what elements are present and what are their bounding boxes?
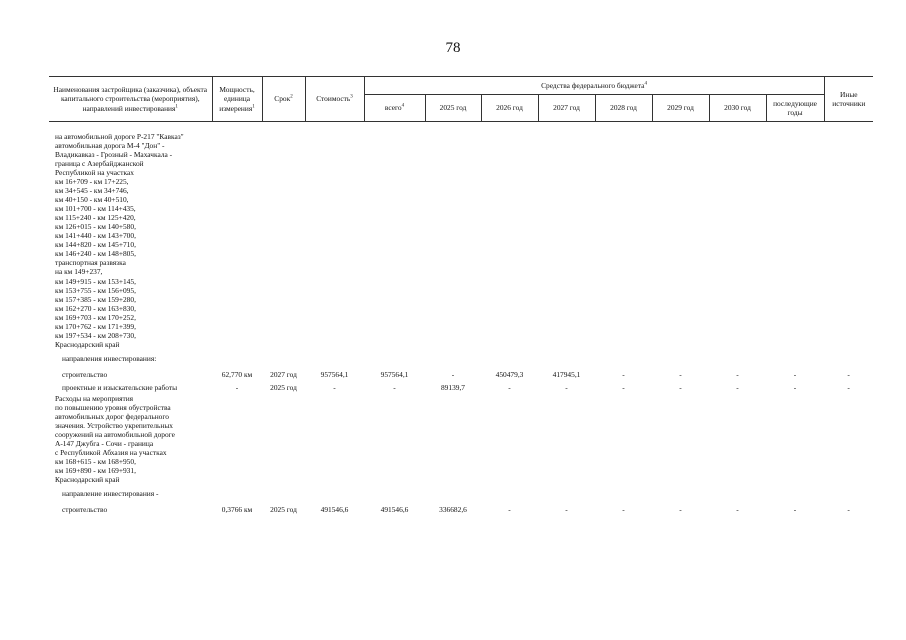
description-line: км 197+534 - км 208+730, — [55, 330, 136, 340]
row-2028: - — [622, 505, 625, 515]
section-row-2 — [49, 489, 873, 498]
row-2028: - — [622, 382, 625, 392]
row-capacity: - — [235, 382, 239, 392]
description-line: км 149+915 - км 153+145, — [55, 276, 136, 286]
header-2029: 2029 год — [652, 95, 709, 122]
description-line: на км 149+237, — [55, 267, 103, 277]
header-total-cell — [364, 95, 425, 122]
table-row — [49, 381, 873, 394]
description-line: км 169+890 - км 169+931, — [55, 466, 136, 476]
page-number: 78 — [445, 40, 461, 56]
budget-table — [49, 76, 873, 516]
description-line: км 40+150 - км 40+510, — [55, 195, 129, 205]
header-name-footnote: 1 — [175, 104, 178, 110]
row-2026: - — [508, 505, 511, 515]
section-1-label: направления инвестирования: — [62, 353, 157, 363]
row-2026: 450479,3 — [495, 369, 524, 379]
header-total: всего — [384, 103, 402, 113]
header-total-footnote: 4 — [401, 104, 405, 110]
row-total: - — [393, 382, 396, 392]
row-term: 2025 год — [270, 505, 297, 515]
header-2028: 2028 год — [595, 95, 652, 122]
object-row-1 — [49, 132, 873, 349]
row-2027: - — [565, 382, 568, 392]
description-line: Краснодарский край — [55, 475, 120, 485]
description-line: с Республикой Абхазия на участках — [55, 448, 167, 458]
description-line: км 141+440 - км 143+700, — [55, 231, 136, 241]
row-2026: - — [508, 382, 511, 392]
row-term: 2025 год — [270, 382, 297, 392]
row-cost: - — [333, 382, 336, 392]
description-line: км 34+545 - км 34+746, — [55, 186, 129, 196]
row-name: строительство — [62, 505, 108, 515]
header-capacity: Мощность, единица измерения — [219, 85, 255, 113]
header-later: последующие годы — [766, 95, 824, 122]
description-line: транспортная развязка — [55, 258, 126, 268]
row-2029: - — [679, 382, 682, 392]
table-row — [49, 368, 873, 381]
row-other: - — [847, 382, 850, 392]
description-line: км 162+270 - км 163+830, — [55, 303, 136, 313]
description-line: км 146+240 - км 148+805, — [55, 249, 136, 259]
table-header — [49, 77, 873, 122]
table-body — [49, 122, 873, 517]
description-line: км 169+703 - км 170+252, — [55, 312, 136, 322]
row-capacity: 62,770 км — [221, 369, 253, 379]
object-1-lines — [51, 132, 210, 349]
row-2027: - — [565, 505, 568, 515]
header-2026: 2026 год — [481, 95, 538, 122]
header-other: Иные источники — [824, 77, 873, 122]
description-line: км 157+385 - км 159+280, — [55, 294, 136, 304]
description-line: км 168+615 - км 168+950, — [55, 457, 136, 467]
row-2030: - — [736, 382, 739, 392]
header-cost-cell — [305, 77, 364, 122]
description-line: км 144+820 - км 145+710, — [55, 240, 136, 250]
header-name: Наименования застройщика (заказчика), объекта капитального строительства (мероприятия), направлений инвестирования — [53, 85, 208, 113]
header-2030: 2030 год — [709, 95, 766, 122]
description-line: по повышению уровня обустройства — [55, 402, 171, 412]
header-name-cell — [49, 77, 212, 122]
row-2030: - — [736, 505, 739, 515]
row-term: 2027 год — [270, 369, 297, 379]
row-2025: 336682,6 — [439, 505, 467, 515]
description-line: км 170+762 - км 171+399, — [55, 321, 136, 331]
header-2025: 2025 год — [425, 95, 481, 122]
description-line: км 153+755 - км 156+095, — [55, 285, 136, 295]
row-capacity: 0,3766 км — [221, 505, 253, 515]
row-cost: 491546,6 — [320, 505, 349, 515]
description-line: граница с Азербайджанской — [55, 159, 144, 169]
section-row-1 — [49, 354, 873, 363]
row-name: проектные и изыскательские работы — [62, 382, 178, 392]
row-other: - — [847, 369, 850, 379]
description-line: Краснодарский край — [55, 339, 120, 349]
header-federal-footnote: 4 — [644, 81, 647, 87]
row-2029: - — [679, 505, 682, 515]
description-line: Расходы на мероприятия — [55, 393, 134, 403]
header-term-footnote: 2 — [290, 95, 293, 101]
row-2028: - — [622, 369, 625, 379]
row-2025: 89139,7 — [440, 382, 466, 392]
description-line: Владикавказ - Грозный - Махачкала - — [55, 150, 173, 160]
row-total: 957564,1 — [380, 369, 409, 379]
description-line: А-147 Джубга - Сочи - граница — [55, 439, 154, 448]
row-later: - — [793, 382, 797, 392]
row-later: - — [793, 369, 797, 379]
row-name-cell — [49, 381, 212, 394]
description-line: км 101+700 - км 114+435, — [55, 204, 136, 214]
header-capacity-cell — [212, 77, 262, 122]
object-2-description — [49, 394, 212, 484]
description-line: автомобильных дорог федерального — [55, 411, 169, 421]
header-term-cell — [262, 77, 305, 122]
header-capacity-footnote: 1 — [252, 104, 255, 110]
description-line: на автомобильной дороге Р-217 "Кавказ" — [55, 132, 184, 141]
header-cost: Стоимость — [316, 94, 351, 104]
description-line: км 16+709 - км 17+225, — [55, 177, 129, 187]
row-other: - — [847, 505, 850, 515]
row-2029: - — [679, 369, 682, 379]
section-2-label: направление инвестирования - — [62, 489, 159, 499]
description-line: км 115+240 - км 125+420, — [55, 213, 136, 223]
row-2027: 417945,1 — [552, 369, 581, 379]
header-federal-cell — [364, 77, 824, 95]
row-name-cell — [49, 368, 212, 381]
object-row-2 — [49, 394, 873, 484]
header-2027: 2027 год — [538, 95, 595, 122]
spacer-row — [49, 122, 873, 133]
object-1-description — [49, 132, 212, 349]
header-cost-footnote: 3 — [350, 95, 353, 101]
header-term: Срок — [274, 94, 291, 104]
description-line: автомобильная дорога М-4 "Дон" - — [55, 141, 165, 151]
description-line: сооружений на автомобильной дороге — [55, 429, 175, 439]
row-cost: 957564,1 — [320, 369, 349, 379]
section-2-cell — [49, 489, 212, 498]
row-2030: - — [736, 369, 739, 379]
description-line: значения. Устройство укрепительных — [55, 420, 173, 430]
row-name-cell — [49, 503, 212, 516]
object-2-lines — [51, 394, 210, 484]
description-line: км 126+015 - км 140+580, — [55, 222, 136, 232]
table-row — [49, 503, 873, 516]
header-federal: Средства федерального бюджета — [541, 80, 645, 90]
row-total: 491546,6 — [380, 505, 409, 515]
row-name: строительство — [62, 369, 108, 379]
description-line: Республикой на участках — [55, 168, 134, 178]
row-later: - — [793, 505, 797, 515]
row-2025: - — [451, 369, 455, 379]
section-1-cell — [49, 354, 212, 363]
